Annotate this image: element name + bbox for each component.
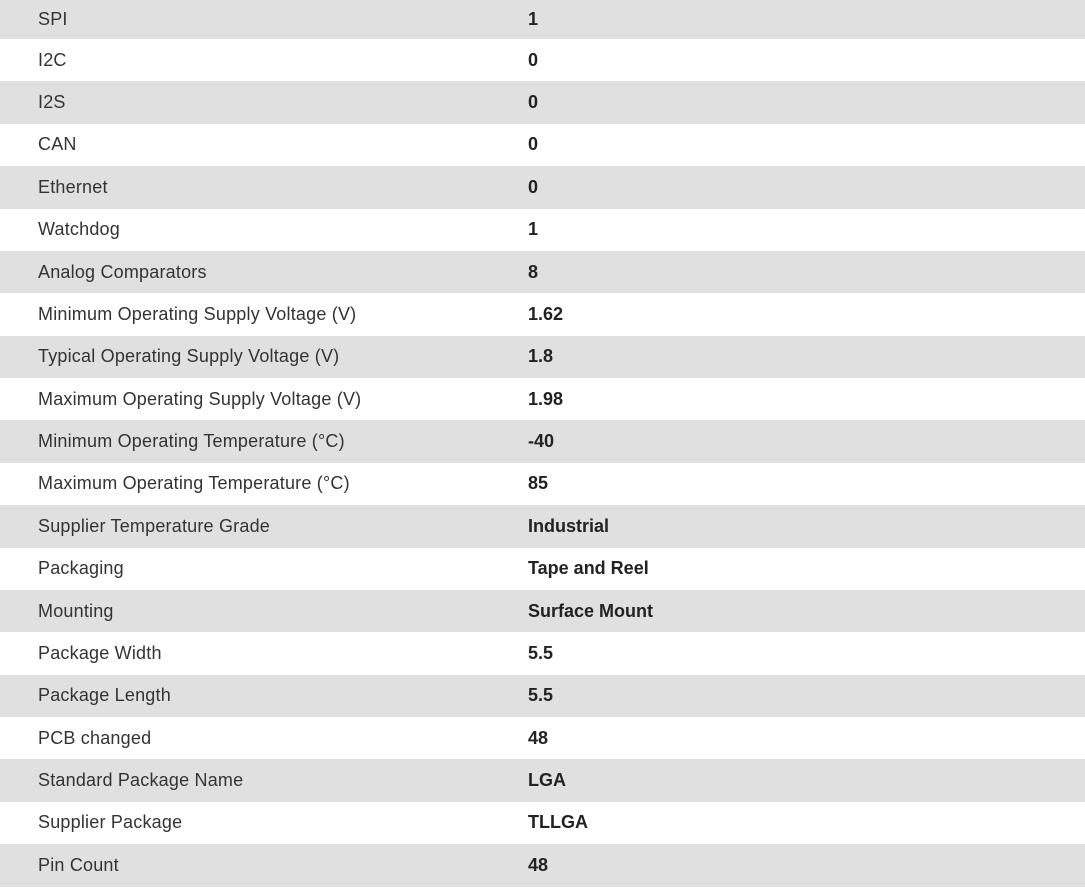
- spec-label: Package Length: [38, 685, 171, 706]
- spec-row-package-length: [0, 675, 1085, 717]
- spec-value: 1: [528, 219, 539, 240]
- spec-value: 5.5: [528, 685, 554, 706]
- spec-label: Pin Count: [38, 854, 119, 875]
- spec-row-analog-comparators: [0, 251, 1085, 293]
- spec-label: Supplier Temperature Grade: [38, 515, 270, 536]
- spec-label: Package Width: [38, 642, 162, 663]
- spec-value: TLLGA: [528, 812, 588, 833]
- spec-label: Supplier Package: [38, 812, 183, 833]
- spec-label: Watchdog: [38, 219, 120, 240]
- spec-label: Minimum Operating Supply Voltage (V): [38, 303, 357, 324]
- spec-label: PCB changed: [38, 727, 152, 748]
- spec-label: Typical Operating Supply Voltage (V): [38, 346, 340, 367]
- spec-value: 48: [528, 854, 549, 875]
- spec-row-temperature-grade: [0, 505, 1085, 547]
- spec-label: Standard Package Name: [38, 770, 244, 791]
- spec-value: 0: [528, 92, 539, 113]
- spec-value: Surface Mount: [528, 600, 654, 621]
- spec-value: 8: [528, 261, 539, 282]
- spec-label: Minimum Operating Temperature (°C): [38, 431, 345, 452]
- spec-row-pcb-changed: [0, 717, 1085, 759]
- spec-row-max-temperature: [0, 463, 1085, 505]
- spec-value: Tape and Reel: [528, 558, 649, 579]
- spec-row-ethernet: [0, 166, 1085, 208]
- spec-row-packaging: [0, 548, 1085, 590]
- spec-label: Ethernet: [38, 176, 108, 197]
- spec-row-mounting: [0, 590, 1085, 632]
- spec-row-can: [0, 124, 1085, 166]
- spec-value: 0: [528, 176, 539, 197]
- spec-row-min-temperature: [0, 420, 1085, 462]
- spec-value: 1.62: [528, 303, 564, 324]
- spec-value: 85: [528, 473, 549, 494]
- spec-label: I2S: [38, 92, 66, 113]
- spec-value: Industrial: [528, 515, 610, 536]
- spec-row-max-supply-voltage: [0, 378, 1085, 420]
- spec-label: SPI: [38, 9, 68, 29]
- spec-value: 1.8: [528, 346, 554, 367]
- spec-label: I2C: [38, 49, 67, 70]
- spec-label: Maximum Operating Supply Voltage (V): [38, 388, 362, 409]
- spec-value: 0: [528, 49, 539, 70]
- spec-row-i2c: [0, 39, 1085, 81]
- spec-label: Analog Comparators: [38, 261, 207, 282]
- spec-label: Maximum Operating Temperature (°C): [38, 473, 350, 494]
- spec-value: 1: [528, 9, 539, 29]
- spec-label: CAN: [38, 134, 77, 155]
- spec-label: Mounting: [38, 600, 114, 621]
- spec-row-standard-package-name: [0, 759, 1085, 801]
- spec-row-pin-count: [0, 844, 1085, 886]
- spec-value: 5.5: [528, 642, 554, 663]
- spec-row-supplier-package: [0, 802, 1085, 844]
- spec-value: 1.98: [528, 388, 564, 409]
- spec-row-i2s: [0, 81, 1085, 123]
- spec-row-watchdog: [0, 209, 1085, 251]
- spec-value: 0: [528, 134, 539, 155]
- spec-row-min-supply-voltage: [0, 293, 1085, 335]
- spec-value: -40: [528, 431, 555, 452]
- spec-label: Packaging: [38, 558, 124, 579]
- spec-row-package-width: [0, 632, 1085, 674]
- spec-value: LGA: [528, 770, 566, 791]
- spec-row-typ-supply-voltage: [0, 336, 1085, 378]
- spec-value: 48: [528, 727, 549, 748]
- spec-row-spi: [0, 0, 1085, 39]
